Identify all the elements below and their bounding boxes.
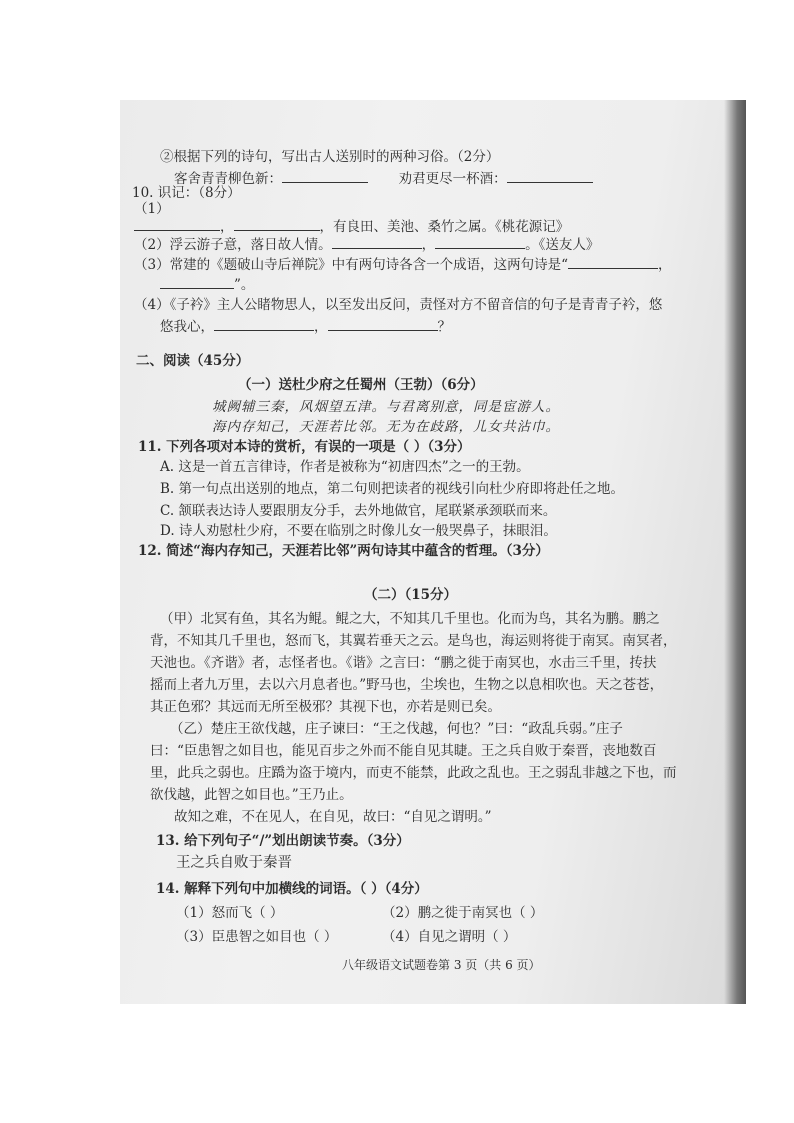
- blank-q9-2-b[interactable]: [507, 170, 593, 183]
- passage-yi-2: 曰：“臣患智之如目也，能见百步之外而不能自见其睫。王之兵自败于秦晋，丧地数百: [150, 743, 657, 759]
- part2-title: （二）（15分）: [364, 587, 458, 603]
- q10-1-num: （1）: [134, 201, 170, 217]
- poem-line-2: 海内存知己，天涯若比邻。无为在歧路，儿女共沾巾。: [212, 419, 560, 435]
- passage-jia-5: 其正色邪？其远而无所至极邪？其视下也，亦若是则已矣。: [150, 699, 501, 715]
- q11-option-b[interactable]: B. 第一句点出送别的地点，第二句则把读者的视线引向杜少府即将赴任之地。: [160, 481, 625, 497]
- q10-2-text: ，有良田、美池、桑竹之属。《桃花源记》: [319, 219, 570, 235]
- passage-jia-4: 摇而上者九万里，去以六月息者也。”野马也，尘埃也，生物之以息相吹也。天之苍苍，: [150, 677, 664, 693]
- passage-jia-2: 背，不知其几千里也，怒而飞，其翼若垂天之云。是鸟也，海运则将徙于南冥。南冥者，: [150, 633, 677, 649]
- q14: 14. 解释下列句中加横线的词语。（ ）（4分）: [156, 881, 428, 897]
- q10-3-row: （3）常建的《题破山寺后禅院》中有两句诗各含一个成语，这两句诗是“ ，: [134, 257, 672, 273]
- q14-item-2[interactable]: （2）鹏之徙于南冥也（ ）: [382, 905, 544, 921]
- blank-q10-4-a[interactable]: [214, 318, 314, 331]
- blank-q9-2-a[interactable]: [282, 170, 368, 183]
- blank-q10-3-a[interactable]: [568, 256, 658, 269]
- passage-yi-4: 欲伐越，此智之如目也。”王乃止。: [150, 787, 353, 803]
- q10-3b-row: [160, 276, 254, 294]
- exam-paper-photo: [120, 100, 746, 1004]
- q9-2: ②根据下列的诗句，写出古人送别时的两种习俗。（2分）: [160, 149, 500, 165]
- q10-4-end: ？: [437, 319, 451, 335]
- q13: 13. 给下列句子“/”划出朗读节奏。（3分）: [156, 833, 410, 849]
- q14-item-1[interactable]: （1）怒而飞（ ）: [176, 905, 284, 921]
- blank-q10-1-a[interactable]: [134, 218, 220, 231]
- page-footer: 八年级语文试题卷第 3 页（共 6 页）: [342, 958, 541, 972]
- q10-3-prefix: （3）常建的《题破山寺后禅院》中有两句诗各含一个成语，这两句诗是“: [134, 257, 568, 273]
- q14-item-4[interactable]: （4）自见之谓明（ ）: [382, 929, 517, 945]
- q10-2-row: ， ，有良田、美池、桑竹之属。《桃花源记》: [134, 218, 569, 236]
- blank-q10-2-b[interactable]: [435, 236, 525, 249]
- q10-3-src: 。《送友人》: [525, 237, 600, 253]
- q10-4-line1: （4）《子衿》主人公睹物思人，以至发出反问，责怪对方不留音信的句子是青青子衿，悠: [134, 297, 663, 313]
- blank-q10-1-b[interactable]: [234, 218, 320, 231]
- passage-yi-3: 里，此兵之弱也。庄蹻为盗于境内，而吏不能禁，此政之乱也。王之弱乱非越之下也，而: [150, 765, 677, 781]
- q12: 12. 简述“海内存知己，天涯若比邻”两句诗其中蕴含的哲理。（3分）: [138, 543, 549, 559]
- q11-option-d[interactable]: D. 诗人劝慰杜少府，不要在临别之时像儿女一般哭鼻子，抹眼泪。: [160, 523, 557, 539]
- q13-sentence[interactable]: 王之兵自败于秦晋: [176, 855, 292, 871]
- passage-jia-3: 天池也。《齐谐》者，志怪者也。《谐》之言曰：“鹏之徙于南冥也，水击三千里，抟扶: [150, 655, 657, 671]
- poem-title: （一）送杜少府之任蜀州（王勃）（6分）: [238, 377, 484, 393]
- q14-item-3[interactable]: （3）臣患智之如目也（ ）: [176, 929, 338, 945]
- section-reading-heading: 二、阅读（45分）: [136, 353, 250, 369]
- q10-1-row: [134, 200, 170, 218]
- poem-line-1: 城阙辅三秦，风烟望五津。与君离别意，同是宦游人。: [212, 399, 560, 415]
- q10-4-row: 悠我心， ， ？: [160, 319, 451, 335]
- blank-q10-2-a[interactable]: [332, 236, 422, 249]
- blank-q10-3-b[interactable]: [160, 276, 234, 289]
- q9-2-b-prefix: 劝君更尽一杯酒：: [398, 171, 507, 187]
- q10-2-prefix: （2）浮云游子意，落日故人情。: [134, 237, 332, 253]
- q9-2-a-prefix: 客舍青青柳色新：: [174, 171, 282, 187]
- q10-3-end: ”。: [234, 277, 255, 293]
- q10-title: 10. 识记：（8分）: [132, 185, 241, 201]
- passage-yi-5: 故知之难，不在见人，在自见，故曰：“自见之谓明。”: [174, 809, 492, 825]
- q11-option-c[interactable]: C. 颔联表达诗人要跟朋友分手，去外地做官，尾联紧承颈联而来。: [160, 503, 557, 519]
- q10-4-prefix: 悠我心，: [160, 319, 214, 335]
- passage-yi-1: （乙）楚庄王欲伐越，庄子谏曰：“王之伐越，何也？”曰：“政乱兵弱。”庄子: [170, 721, 623, 737]
- passage-jia-1: （甲）北冥有鱼，其名为鲲。鲲之大，不知其几千里也。化而为鸟，其名为鹏。鹏之: [160, 611, 660, 627]
- blank-q10-4-b[interactable]: [328, 318, 438, 331]
- q10-2b-row: （2）浮云游子意，落日故人情。 ， 。《送友人》: [134, 237, 600, 253]
- q11-option-a[interactable]: A. 这是一首五言律诗，作者是被称为“初唐四杰”之一的王勃。: [160, 459, 530, 475]
- page-edge-shadow: [724, 100, 746, 1004]
- q11: 11. 下列各项对本诗的赏析，有误的一项是（ ）（3分）: [138, 439, 471, 455]
